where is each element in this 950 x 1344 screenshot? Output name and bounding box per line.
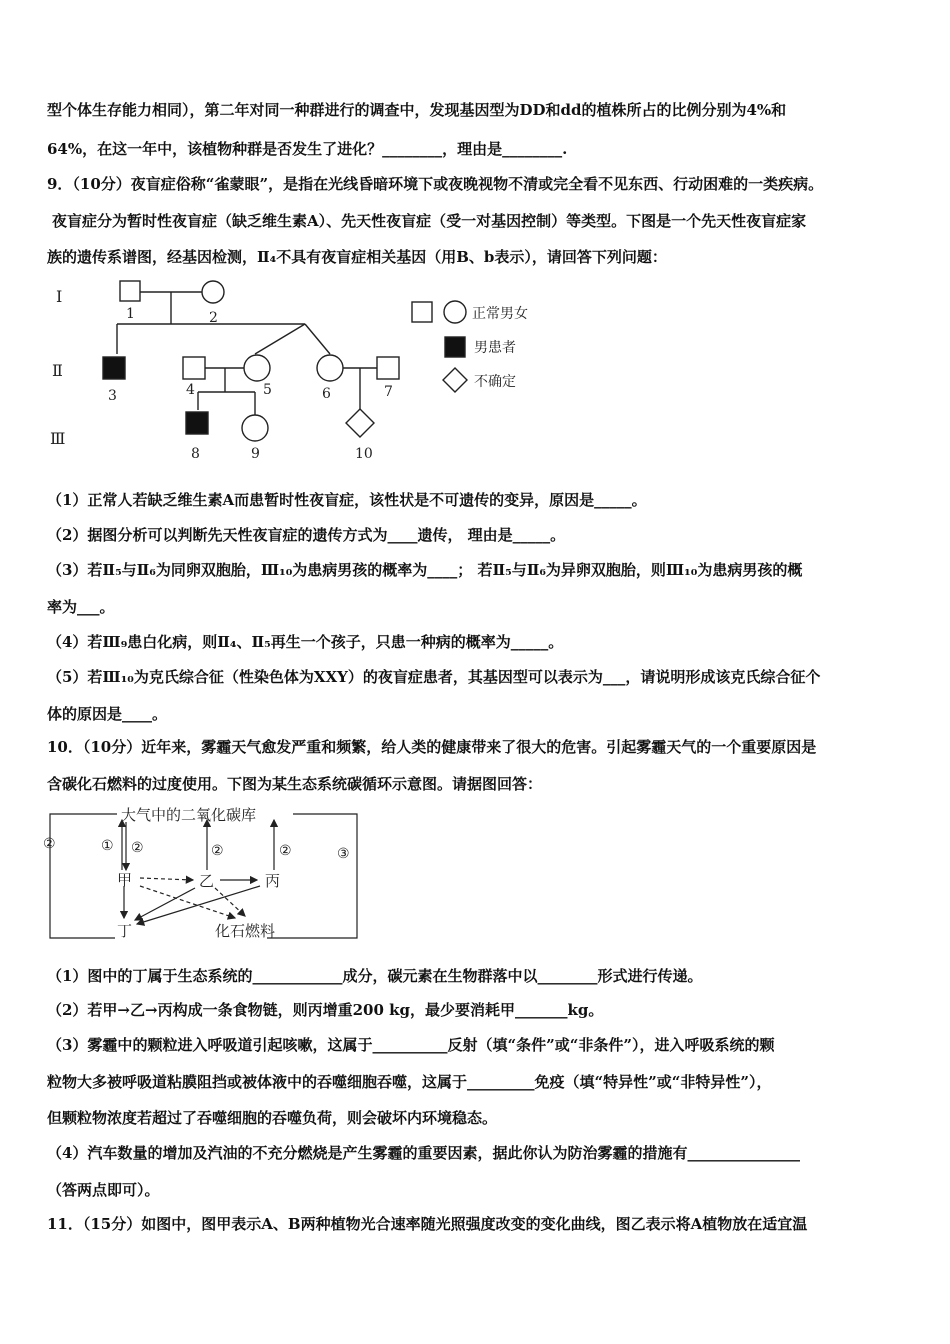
text-line: 64%，在这一年中，该植物种群是否发生了进化？________，理由是________. (47, 140, 568, 158)
sub-question: （1）图中的丁属于生态系统的____________成分，碳元素在生物群落中以________形式进行传递。 (47, 967, 703, 985)
sub-question: （5）若Ⅲ₁₀为克氏综合征（性染色体为XXY）的夜盲症患者，其基因型可以表示为___，请说明形成该克氏综合征个 (47, 668, 821, 686)
atmosphere-co2-label: 大气中的二氧化碳库 (121, 806, 257, 824)
text-line: 体的原因是____。 (47, 705, 168, 723)
process-label: ② (43, 836, 56, 852)
sub-question: （2）据图分析可以判断先天性夜盲症的遗传方式为____遗传， 理由是_____。 (47, 526, 566, 544)
generation-II-label: Ⅱ (52, 361, 63, 380)
legend-normal-label: 正常男女 (472, 306, 528, 322)
node-jia: 甲 (117, 871, 133, 889)
sub-question: （3）若Ⅱ₅与Ⅱ₆为同卵双胞胎，Ⅲ₁₀为患病男孩的概率为____； 若Ⅱ₅与Ⅱ₆为异卵双胞胎，则Ⅲ₁₀为患病男孩的概 (47, 561, 803, 579)
sub-question: （1）正常人若缺乏维生素A而患暂时性夜盲症，该性状是不可遗传的变异，原因是_____。 (47, 491, 647, 509)
individual-II6 (317, 355, 343, 381)
carbon-cycle-diagram (45, 800, 365, 950)
individual-II5 (244, 355, 270, 381)
label-9: 9 (251, 446, 260, 462)
node-bing: 丙 (265, 872, 281, 890)
text-line: 含碳化石燃料的过度使用。下图为某生态系统碳循环示意图。请据图回答： (47, 775, 543, 793)
legend-normal-male (412, 302, 432, 322)
legend-uncertain (443, 368, 467, 392)
process-label: ② (279, 843, 292, 859)
label-10: 10 (355, 446, 373, 462)
label-6: 6 (322, 386, 331, 402)
individual-I1 (120, 281, 140, 301)
sub-question: （4）若Ⅲ₉患白化病，则Ⅱ₄、Ⅱ₅再生一个孩子，只患一种病的概率为_____。 (47, 633, 564, 651)
text-line: 率为___。 (47, 598, 115, 616)
individual-II4 (183, 357, 205, 379)
fossil-fuel-label: 化石燃料 (215, 922, 276, 940)
text-line: 型个体生存能力相同），第二年对同一种群进行的调查中，发现基因型为DD和dd的植株所占的比例分别为4%和 (47, 101, 787, 119)
pedigree-chart (40, 272, 580, 472)
text-line: （答两点即可）。 (47, 1181, 160, 1199)
individual-III9 (242, 415, 268, 441)
label-2: 2 (209, 310, 218, 326)
label-1: 1 (126, 306, 135, 322)
node-ding: 丁 (117, 922, 133, 940)
question-9-stem: 9．（10分）夜盲症俗称“雀蒙眼”，是指在光线昏暗环境下或夜晚视物不清或完全看不见东西、行动困难的一类疾病。 (47, 175, 824, 193)
sub-question: （2）若甲→乙→丙构成一条食物链，则丙增重200 kg，最少要消耗甲_______kg。 (47, 1001, 604, 1019)
legend-normal-female (444, 301, 466, 323)
label-3: 3 (108, 388, 117, 404)
question-11-stem: 11．（15分）如图中，图甲表示A、B两种植物光合速率随光照强度改变的变化曲线，图乙表示将A植物放在适宜温 (47, 1215, 808, 1233)
individual-II3 (103, 357, 125, 379)
sub-question: （4）汽车数量的增加及汽油的不充分燃烧是产生雾霾的重要因素，据此你认为防治雾霾的措施有_______________ (47, 1144, 800, 1162)
label-4: 4 (186, 382, 195, 398)
node-yi: 乙 (199, 872, 215, 890)
sub-question: （3）雾霾中的颗粒进入呼吸道引起咳嗽，这属于__________反射（填“条件”或“非条件”），进入呼吸系统的颗 (47, 1036, 775, 1054)
legend-male-patient (445, 337, 465, 357)
process-label: ② (211, 843, 224, 859)
process-label: ① (101, 838, 114, 854)
text-line: 族的遗传系谱图，经基因检测，Ⅱ₄不具有夜盲症相关基因（用B、b表示），请回答下列问题： (47, 248, 667, 266)
label-5: 5 (263, 382, 272, 398)
text-line: 夜盲症分为暂时性夜盲症（缺乏维生素A）、先天性夜盲症（受一对基因控制）等类型。下图是一个先天性夜盲症家 (52, 212, 807, 230)
text-line: 但颗粒物浓度若超过了吞噬细胞的吞噬负荷，则会破坏内环境稳态。 (47, 1109, 498, 1127)
label-7: 7 (384, 384, 393, 400)
legend-male-patient-label: 男患者 (474, 340, 516, 356)
generation-III-label: Ⅲ (50, 429, 66, 448)
text-line: 粒物大多被呼吸道粘膜阻挡或被体液中的吞噬细胞吞噬，这属于_________免疫（填“特异性”或“非特异性”）， (47, 1073, 772, 1091)
question-10-stem: 10．（10分）近年来，雾霾天气愈发严重和频繁，给人类的健康带来了很大的危害。引起雾霾天气的一个重要原因是 (47, 738, 817, 756)
generation-I-label: Ⅰ (56, 287, 63, 306)
process-label: ② (131, 840, 144, 856)
individual-II7 (377, 357, 399, 379)
individual-III8 (186, 412, 208, 434)
label-8: 8 (191, 446, 200, 462)
process-label: ③ (337, 846, 350, 862)
individual-III10 (346, 409, 374, 437)
legend-uncertain-label: 不确定 (474, 374, 516, 390)
individual-I2 (202, 281, 224, 303)
